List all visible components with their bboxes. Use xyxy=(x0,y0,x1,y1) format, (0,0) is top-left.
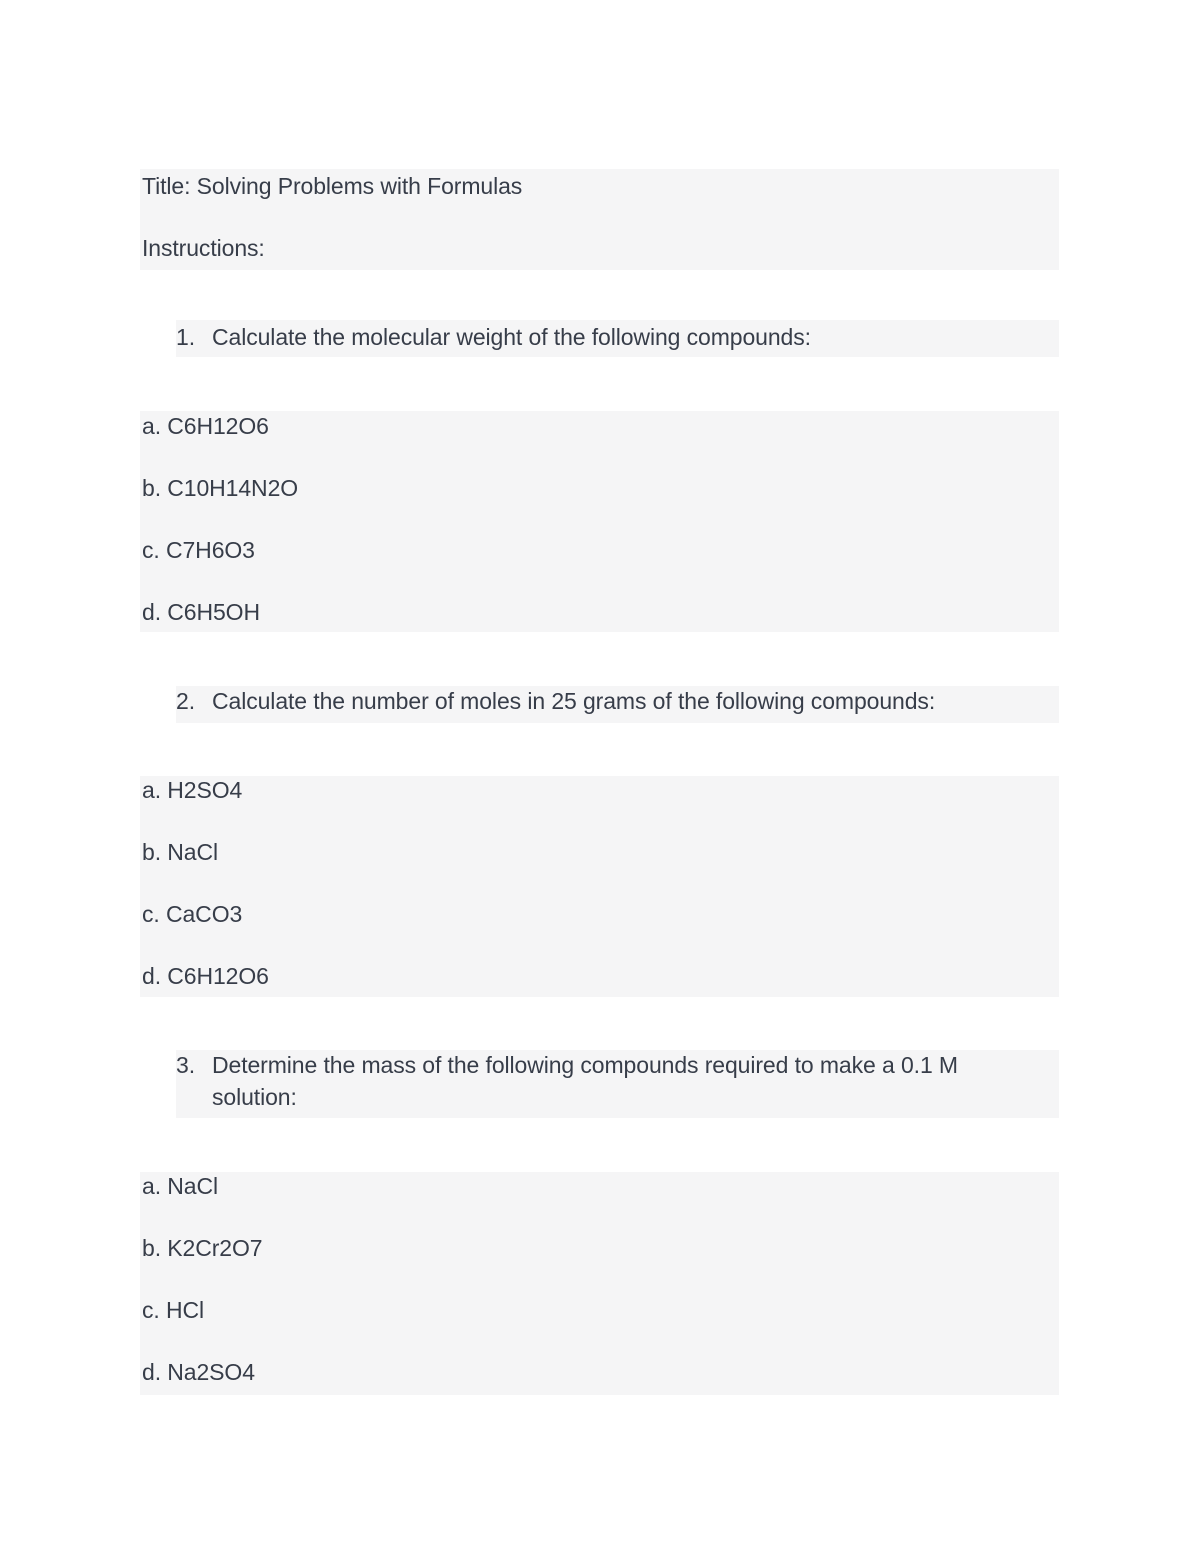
option-2c: c. CaCO3 xyxy=(142,901,243,927)
option-1b: b. C10H14N2O xyxy=(142,475,299,501)
question-2-text: Calculate the number of moles in 25 grams of the following compounds: xyxy=(212,688,936,714)
option-3c: c. HCl xyxy=(142,1297,205,1323)
question-1-number: 1. xyxy=(176,324,196,350)
option-3a: a. NaCl xyxy=(142,1173,218,1199)
option-2d: d. C6H12O6 xyxy=(142,963,269,989)
question-1-text: Calculate the molecular weight of the following compounds: xyxy=(212,324,811,350)
question-3 xyxy=(176,1050,1059,1118)
option-2a: a. H2SO4 xyxy=(142,777,243,803)
question-3-number: 3. xyxy=(176,1052,196,1078)
option-3d: d. Na2SO4 xyxy=(142,1359,255,1385)
document-title: Title: Solving Problems with Formulas xyxy=(142,173,523,199)
header-block xyxy=(140,169,1059,270)
question-3-text-line-2: solution: xyxy=(212,1084,297,1110)
question-2 xyxy=(176,686,1059,723)
option-2b: b. NaCl xyxy=(142,839,218,865)
question-2-number: 2. xyxy=(176,688,196,714)
option-3b: b. K2Cr2O7 xyxy=(142,1235,263,1261)
option-1d: d. C6H5OH xyxy=(142,599,260,625)
question-1-options xyxy=(140,411,1059,632)
question-3-text-line-1: Determine the mass of the following compounds required to make a 0.1 M xyxy=(212,1052,958,1078)
question-2-options xyxy=(140,776,1059,997)
question-1 xyxy=(176,320,1059,357)
question-3-options xyxy=(140,1172,1059,1395)
option-1a: a. C6H12O6 xyxy=(142,413,269,439)
instructions-label: Instructions: xyxy=(142,235,265,261)
option-1c: c. C7H6O3 xyxy=(142,537,255,563)
